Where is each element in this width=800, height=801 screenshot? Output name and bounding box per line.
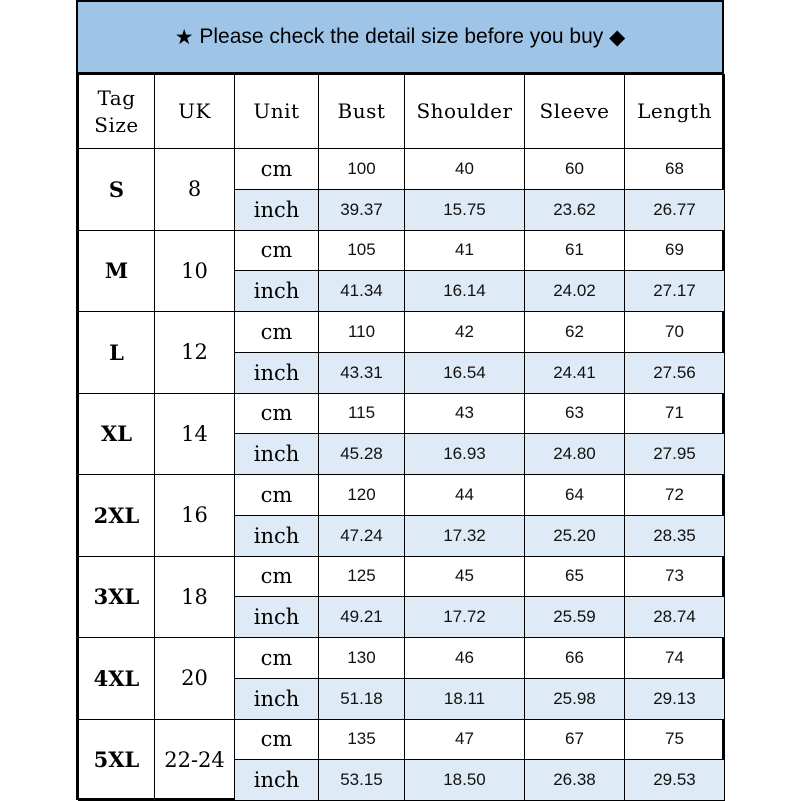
bust-cm-cell: 115 [319, 393, 405, 434]
bust-inch-cell: 45.28 [319, 434, 405, 475]
length-cm-cell: 72 [625, 475, 725, 516]
table-row-cm [79, 312, 725, 353]
header-tag-size [79, 75, 155, 149]
sleeve-cm-cell: 67 [525, 719, 625, 760]
tag-size-cell: S [79, 149, 155, 231]
shoulder-inch-cell: 17.72 [405, 597, 525, 638]
length-inch-cell: 29.53 [625, 760, 725, 801]
diamond-icon: ◆ [609, 25, 626, 49]
length-cm-cell: 73 [625, 556, 725, 597]
sleeve-cm-cell: 65 [525, 556, 625, 597]
tag-size-cell: L [79, 312, 155, 394]
length-cm-cell: 71 [625, 393, 725, 434]
sleeve-cm-cell: 64 [525, 475, 625, 516]
bust-inch-cell: 47.24 [319, 515, 405, 556]
table-row-cm [79, 719, 725, 760]
header-uk: UK [155, 75, 235, 149]
header-tag-size-line2: Size [94, 112, 139, 137]
unit-cm-cell: cm [235, 393, 319, 434]
sleeve-cm-cell: 61 [525, 230, 625, 271]
header-row [79, 75, 725, 149]
length-cm-cell: 69 [625, 230, 725, 271]
unit-cm-cell: cm [235, 230, 319, 271]
size-table-body [79, 149, 725, 801]
unit-cm-cell: cm [235, 719, 319, 760]
table-row-cm [79, 393, 725, 434]
shoulder-cm-cell: 41 [405, 230, 525, 271]
size-table [78, 74, 725, 801]
length-inch-cell: 29.13 [625, 678, 725, 719]
banner-text: Please check the detail size before you buy [199, 25, 604, 48]
length-inch-cell: 27.56 [625, 352, 725, 393]
unit-inch-cell: inch [235, 515, 319, 556]
uk-size-cell: 10 [155, 230, 235, 312]
sleeve-cm-cell: 63 [525, 393, 625, 434]
length-inch-cell: 28.35 [625, 515, 725, 556]
shoulder-inch-cell: 18.50 [405, 760, 525, 801]
header-unit: Unit [235, 75, 319, 149]
table-row-cm [79, 149, 725, 190]
uk-size-cell: 18 [155, 556, 235, 638]
shoulder-cm-cell: 44 [405, 475, 525, 516]
sleeve-inch-cell: 25.20 [525, 515, 625, 556]
table-row-cm [79, 230, 725, 271]
sleeve-inch-cell: 25.98 [525, 678, 625, 719]
unit-inch-cell: inch [235, 434, 319, 475]
length-cm-cell: 74 [625, 638, 725, 679]
bust-inch-cell: 43.31 [319, 352, 405, 393]
bust-cm-cell: 105 [319, 230, 405, 271]
uk-size-cell: 14 [155, 393, 235, 475]
length-inch-cell: 27.95 [625, 434, 725, 475]
uk-size-cell: 12 [155, 312, 235, 394]
shoulder-cm-cell: 40 [405, 149, 525, 190]
bust-cm-cell: 130 [319, 638, 405, 679]
header-length: Length [625, 75, 725, 149]
shoulder-inch-cell: 17.32 [405, 515, 525, 556]
size-chart [76, 0, 724, 800]
tag-size-cell: 5XL [79, 719, 155, 801]
tag-size-cell: 2XL [79, 475, 155, 557]
uk-size-cell: 22-24 [155, 719, 235, 801]
sleeve-cm-cell: 60 [525, 149, 625, 190]
bust-inch-cell: 41.34 [319, 271, 405, 312]
length-cm-cell: 70 [625, 312, 725, 353]
sleeve-inch-cell: 24.41 [525, 352, 625, 393]
unit-cm-cell: cm [235, 638, 319, 679]
bust-inch-cell: 51.18 [319, 678, 405, 719]
shoulder-inch-cell: 16.14 [405, 271, 525, 312]
uk-size-cell: 16 [155, 475, 235, 557]
bust-cm-cell: 125 [319, 556, 405, 597]
unit-cm-cell: cm [235, 149, 319, 190]
table-row-cm [79, 556, 725, 597]
header-sleeve: Sleeve [525, 75, 625, 149]
tag-size-cell: 4XL [79, 638, 155, 720]
shoulder-cm-cell: 43 [405, 393, 525, 434]
tag-size-cell: XL [79, 393, 155, 475]
tag-size-cell: 3XL [79, 556, 155, 638]
shoulder-inch-cell: 18.11 [405, 678, 525, 719]
header-shoulder: Shoulder [405, 75, 525, 149]
bust-inch-cell: 53.15 [319, 760, 405, 801]
bust-cm-cell: 100 [319, 149, 405, 190]
shoulder-inch-cell: 16.93 [405, 434, 525, 475]
unit-inch-cell: inch [235, 352, 319, 393]
table-row-cm [79, 638, 725, 679]
size-notice-banner [78, 2, 722, 74]
length-inch-cell: 26.77 [625, 189, 725, 230]
sleeve-inch-cell: 23.62 [525, 189, 625, 230]
unit-cm-cell: cm [235, 475, 319, 516]
tag-size-cell: M [79, 230, 155, 312]
bust-cm-cell: 120 [319, 475, 405, 516]
table-row-cm [79, 475, 725, 516]
unit-inch-cell: inch [235, 678, 319, 719]
sleeve-cm-cell: 66 [525, 638, 625, 679]
length-cm-cell: 75 [625, 719, 725, 760]
sleeve-inch-cell: 26.38 [525, 760, 625, 801]
shoulder-cm-cell: 45 [405, 556, 525, 597]
shoulder-inch-cell: 15.75 [405, 189, 525, 230]
unit-cm-cell: cm [235, 556, 319, 597]
unit-inch-cell: inch [235, 597, 319, 638]
sleeve-inch-cell: 25.59 [525, 597, 625, 638]
uk-size-cell: 8 [155, 149, 235, 231]
unit-inch-cell: inch [235, 271, 319, 312]
shoulder-cm-cell: 47 [405, 719, 525, 760]
shoulder-cm-cell: 42 [405, 312, 525, 353]
unit-inch-cell: inch [235, 760, 319, 801]
sleeve-inch-cell: 24.80 [525, 434, 625, 475]
header-tag-size-line1: Tag [97, 85, 136, 110]
unit-inch-cell: inch [235, 189, 319, 230]
shoulder-cm-cell: 46 [405, 638, 525, 679]
bust-cm-cell: 135 [319, 719, 405, 760]
length-inch-cell: 28.74 [625, 597, 725, 638]
bust-inch-cell: 39.37 [319, 189, 405, 230]
header-bust: Bust [319, 75, 405, 149]
bust-inch-cell: 49.21 [319, 597, 405, 638]
star-icon: ★ [174, 25, 194, 49]
unit-cm-cell: cm [235, 312, 319, 353]
bust-cm-cell: 110 [319, 312, 405, 353]
shoulder-inch-cell: 16.54 [405, 352, 525, 393]
sleeve-inch-cell: 24.02 [525, 271, 625, 312]
uk-size-cell: 20 [155, 638, 235, 720]
length-cm-cell: 68 [625, 149, 725, 190]
length-inch-cell: 27.17 [625, 271, 725, 312]
sleeve-cm-cell: 62 [525, 312, 625, 353]
